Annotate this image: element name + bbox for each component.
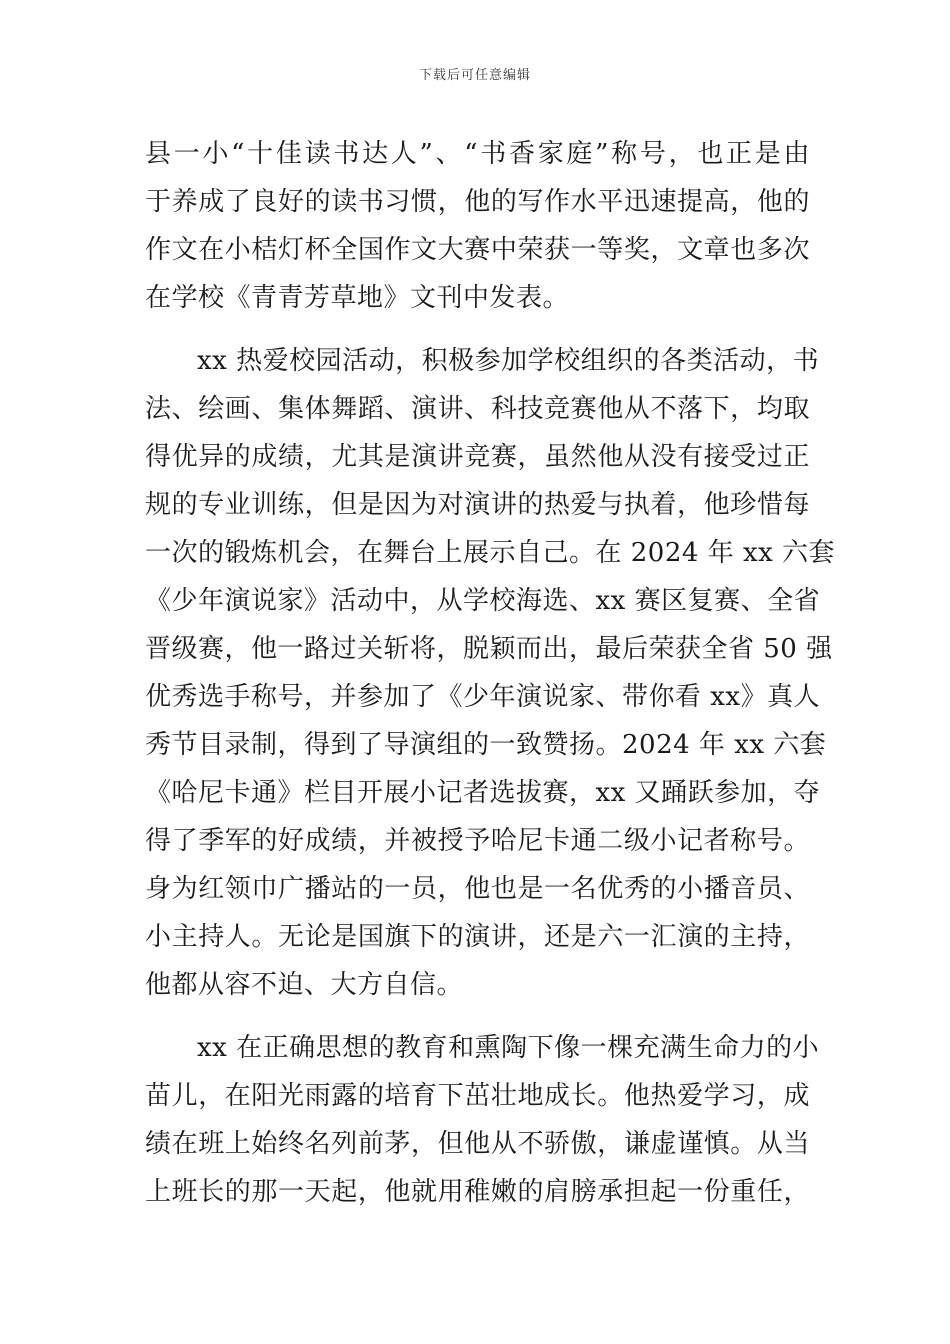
text-line: 作文在小桔灯杯全国作文大赛中荣获一等奖，文章也多次 [145, 235, 810, 265]
text-line: 《少年演说家》活动中，从学校海选、xx 赛区复赛、全省 [145, 586, 821, 616]
text-line: 县一小“十佳读书达人”、“书香家庭”称号，也正是由 [145, 139, 810, 169]
document-body [145, 130, 836, 1216]
text-line: 苗儿，在阳光雨露的培育下茁壮地成长。他热爱学习，成 [145, 1081, 810, 1111]
text-line: 规的专业训练，但是因为对演讲的热爱与执着，他珍惜每 [145, 490, 810, 520]
text-line: 晋级赛，他一路过关斩将，脱颖而出，最后荣获全省 50 强 [145, 634, 833, 664]
text-line: 得优异的成绩，尤其是演讲竞赛，虽然他从没有接受过正 [145, 442, 810, 472]
text-line: 小主持人。无论是国旗下的演讲，还是六一汇演的主持， [145, 922, 810, 952]
paragraph-reading-honors [145, 130, 810, 322]
text-line: 绩在班上始终名列前茅，但他从不骄傲，谦虚谨慎。从当 [145, 1129, 810, 1159]
text-line: 上班长的那一天起，他就用稚嫩的肩膀承担起一份重任， [145, 1177, 810, 1207]
text-line: xx 热爱校园活动，积极参加学校组织的各类活动，书 [197, 346, 820, 376]
text-line: xx 在正确思想的教育和熏陶下像一棵充满生命力的小 [197, 1033, 820, 1063]
text-line: 他都从容不迫、大方自信。 [145, 970, 464, 1000]
text-line: 法、绘画、集体舞蹈、演讲、科技竞赛他从不落下，均取 [145, 394, 810, 424]
text-line: 得了季军的好成绩，并被授予哈尼卡通二级小记者称号。 [145, 826, 810, 856]
text-line: 一次的锻炼机会，在舞台上展示自己。在 2024 年 xx 六套 [145, 538, 836, 568]
text-line: 身为红领巾广播站的一员，他也是一名优秀的小播音员、 [145, 874, 810, 904]
paragraph-campus-activities [145, 337, 836, 1009]
text-line: 在学校《青青芳草地》文刊中发表。 [145, 283, 570, 313]
text-line: 秀节目录制，得到了导演组的一致赞扬。2024 年 xx 六套 [145, 730, 827, 760]
text-line: 于养成了良好的读书习惯，他的写作水平迅速提高，他的 [145, 187, 810, 217]
text-line: 《哈尼卡通》栏目开展小记者选拔赛，xx 又踊跃参加，夺 [145, 778, 821, 808]
paragraph-growth [145, 1024, 820, 1216]
text-line: 优秀选手称号，并参加了《少年演说家、带你看 xx》真人 [145, 682, 821, 712]
page-header: 下载后可任意编辑 [418, 68, 531, 83]
